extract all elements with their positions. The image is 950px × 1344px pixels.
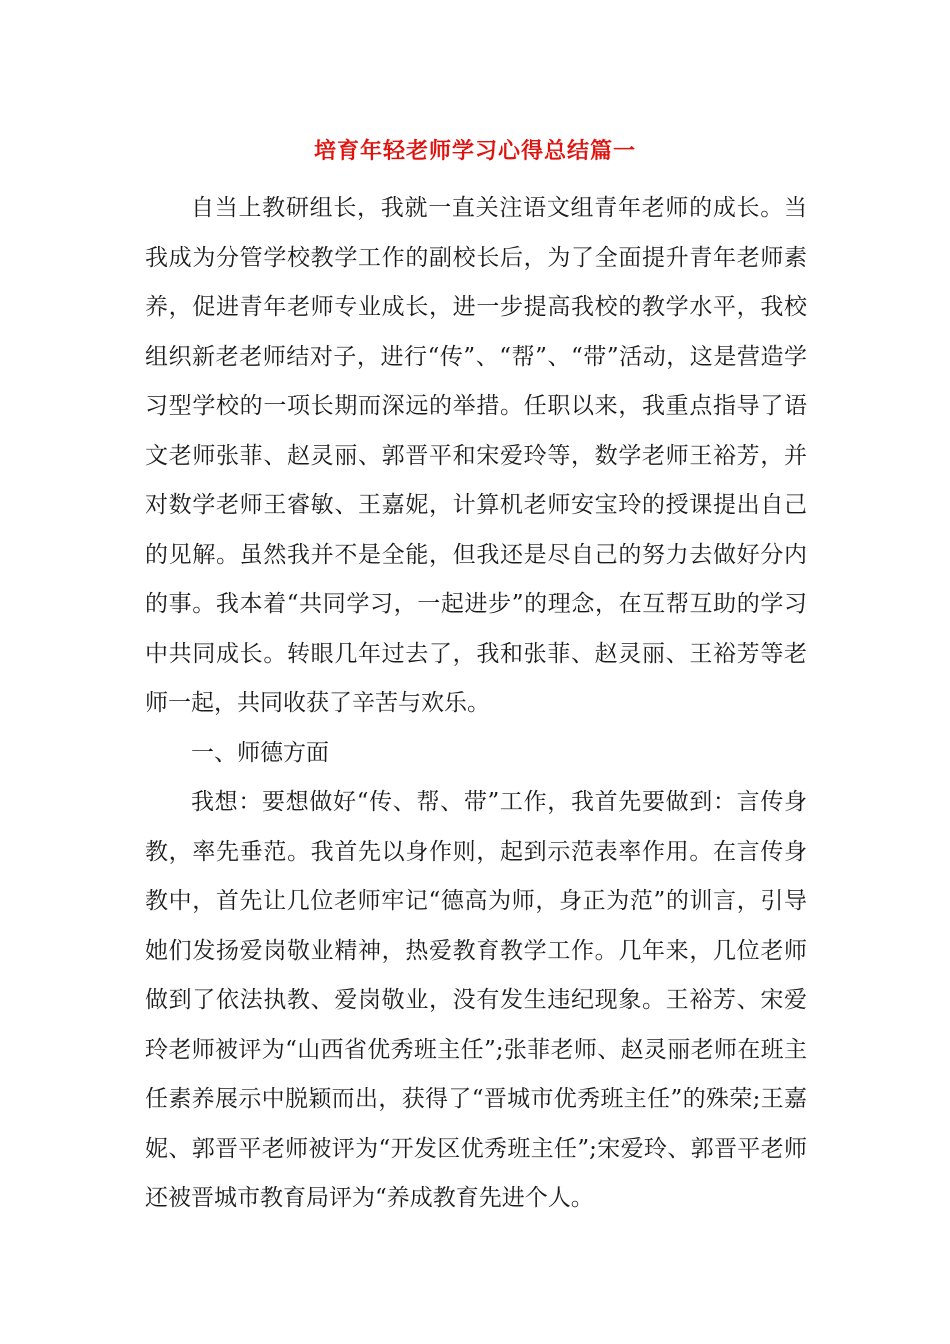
paragraph-intro: 自当上教研组长，我就一直关注语文组青年老师的成长。当我成为分管学校教学工作的副校长后，为了全面提升青年老师素养，促进青年老师专业成长，进一步提高我校的教学水平，我校组织新老老师结对子，进行“传”、“帮”、“带”活动，这是营造学习型学校的一项长期而深远的举措。任职以来，我重点指导了语文老师张菲、赵灵丽、郭晋平和宋爱玲等，数学老师王裕芳，并对数学老师王睿敏、王嘉妮，计算机老师安宝玲的授课提出自己的见解。虽然我并不是全能，但我还是尽自己的努力去做好分内的事。我本着“共同学习，一起进步”的理念，在互帮互助的学习中共同成长。转眼几年过去了，我和张菲、赵灵丽、王裕芳等老师一起，共同收获了辛苦与欢乐。 (145, 195, 807, 716)
document-body (145, 184, 807, 1224)
paragraph-ethics: 我想：要想做好“传、帮、带”工作，我首先要做到：言传身教，率先垂范。我首先以身作则，起到示范表率作用。在言传身教中，首先让几位老师牢记“德高为师，身正为范”的训言，引导她们发扬爱岗敬业精神，热爱教育教学工作。几年来，几位老师做到了依法执教、爱岗敬业，没有发生违纪现象。王裕芳、宋爱玲老师被评为“山西省优秀班主任”;张菲老师、赵灵丽老师在班主任素养展示中脱颖而出，获得了“晋城市优秀班主任”的殊荣;王嘉妮、郭晋平老师被评为“开发区优秀班主任”;宋爱玲、郭晋平老师还被晋城市教育局评为“养成教育先进个人。 (145, 789, 807, 1211)
section-heading-ethics: 一、师德方面 (191, 739, 329, 766)
document-title: 培育年轻老师学习心得总结篇一 (313, 138, 636, 164)
